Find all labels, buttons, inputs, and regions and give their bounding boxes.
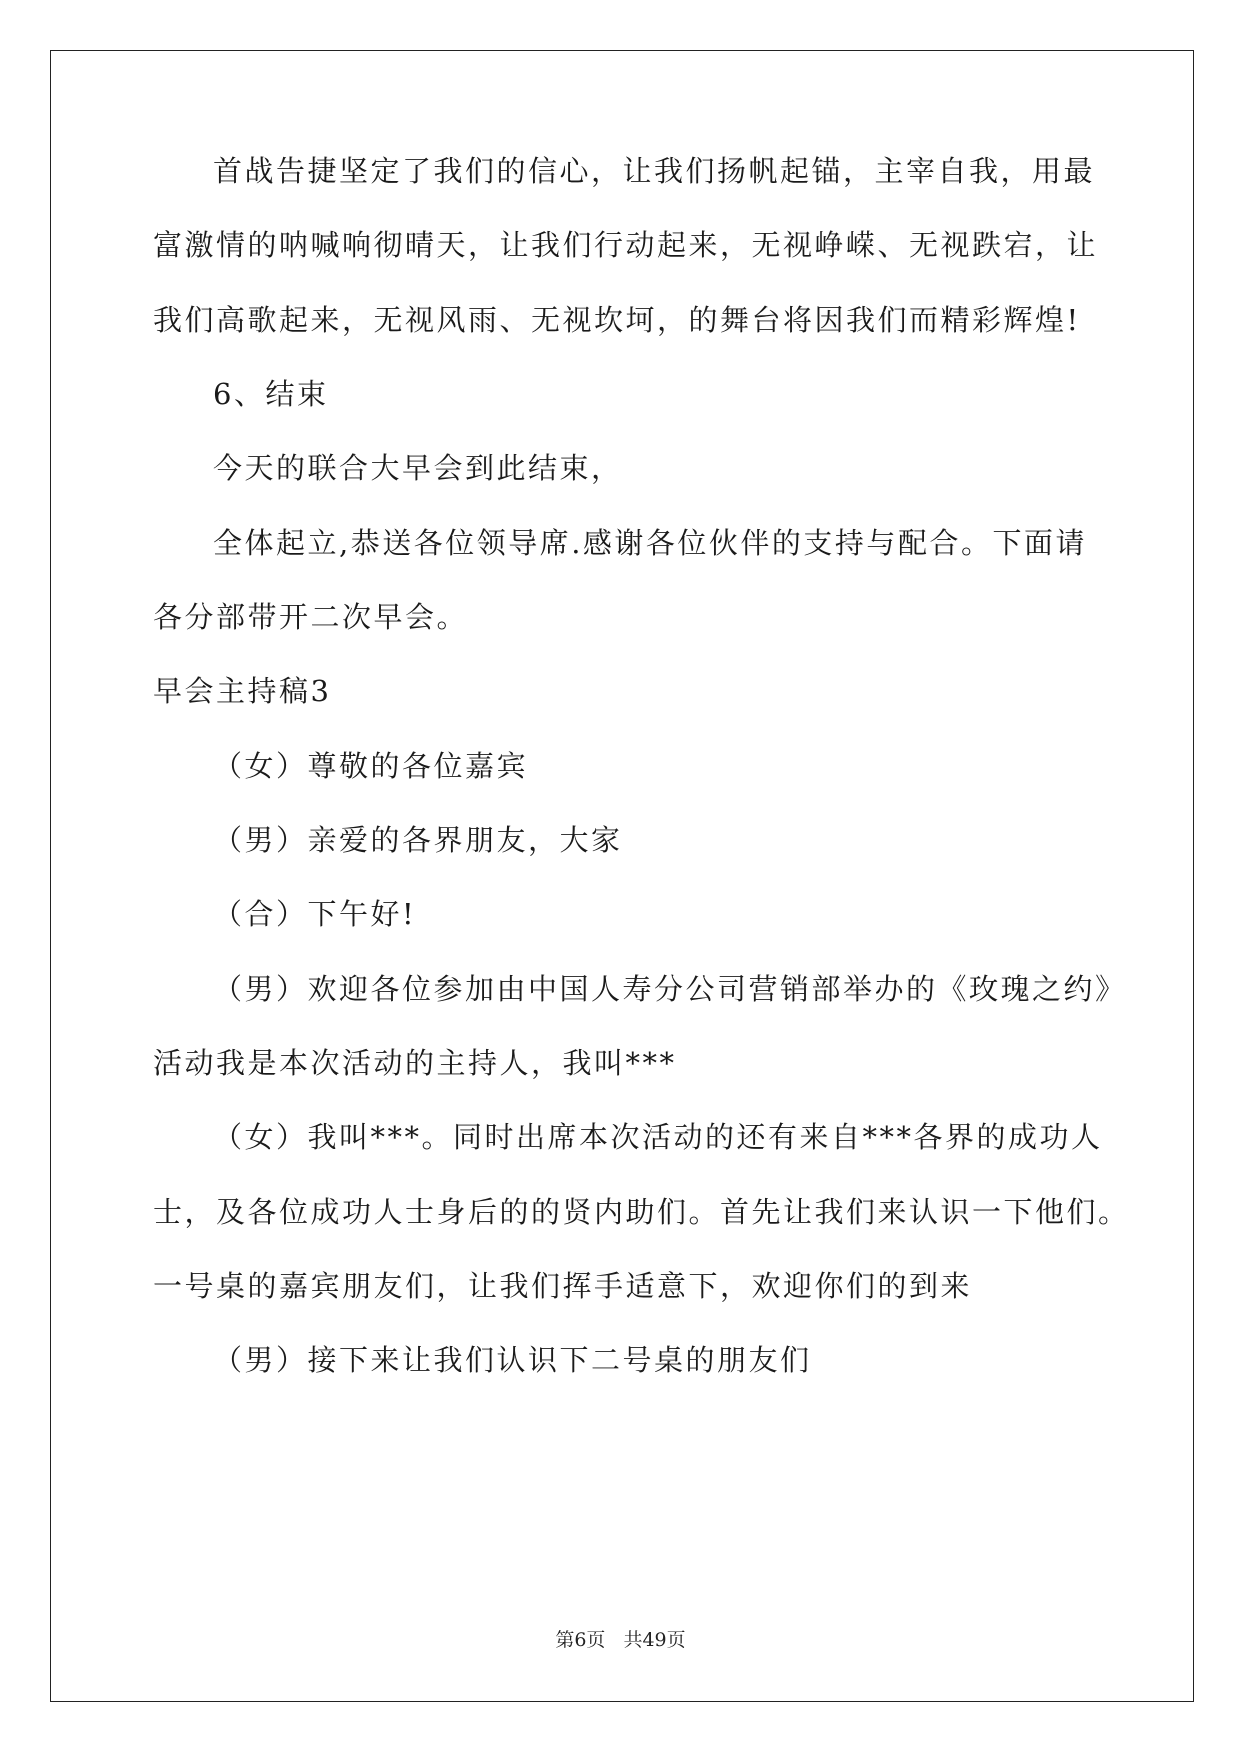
paragraph-line: 我们高歌起来，无视风雨、无视坎坷，的舞台将因我们而精彩辉煌! bbox=[153, 303, 1081, 337]
section-heading: 6、结束 bbox=[213, 377, 329, 411]
paragraph-line: 全体起立,恭送各位领导席.感谢各位伙伴的支持与配合。下面请 bbox=[213, 526, 1087, 560]
dialogue-line: （女）尊敬的各位嘉宾 bbox=[213, 749, 529, 783]
paragraph-line: 首战告捷坚定了我们的信心，让我们扬帆起锚，主宰自我，用最 bbox=[213, 154, 1096, 188]
page-border bbox=[50, 50, 1194, 1702]
dialogue-line: 士，及各位成功人士身后的的贤内助们。首先让我们来认识一下他们。 bbox=[153, 1195, 1130, 1229]
dialogue-line: 活动我是本次活动的主持人，我叫*** bbox=[153, 1046, 677, 1080]
dialogue-line: （女）我叫***。同时出席本次活动的还有来自***各界的成功人 bbox=[213, 1120, 1103, 1154]
page-total: 共49页 bbox=[623, 1629, 686, 1651]
dialogue-line: （男）欢迎各位参加由中国人寿分公司营销部举办的《玫瑰之约》 bbox=[213, 972, 1127, 1006]
paragraph-line: 今天的联合大早会到此结束， bbox=[213, 451, 623, 485]
page-number: 第6页 bbox=[555, 1629, 606, 1651]
dialogue-line: （合）下午好! bbox=[213, 897, 417, 931]
document-title: 早会主持稿3 bbox=[153, 674, 332, 708]
dialogue-line: （男）接下来让我们认识下二号桌的朋友们 bbox=[213, 1343, 812, 1377]
paragraph-line: 富激情的呐喊响彻晴天，让我们行动起来，无视峥嵘、无视跌宕，让 bbox=[153, 228, 1099, 262]
dialogue-line: （男）亲爱的各界朋友，大家 bbox=[213, 823, 623, 857]
paragraph-line: 各分部带开二次早会。 bbox=[153, 600, 469, 634]
dialogue-line: 一号桌的嘉宾朋友们，让我们挥手适意下，欢迎你们的到来 bbox=[153, 1269, 973, 1303]
page-footer bbox=[0, 1625, 1241, 1652]
